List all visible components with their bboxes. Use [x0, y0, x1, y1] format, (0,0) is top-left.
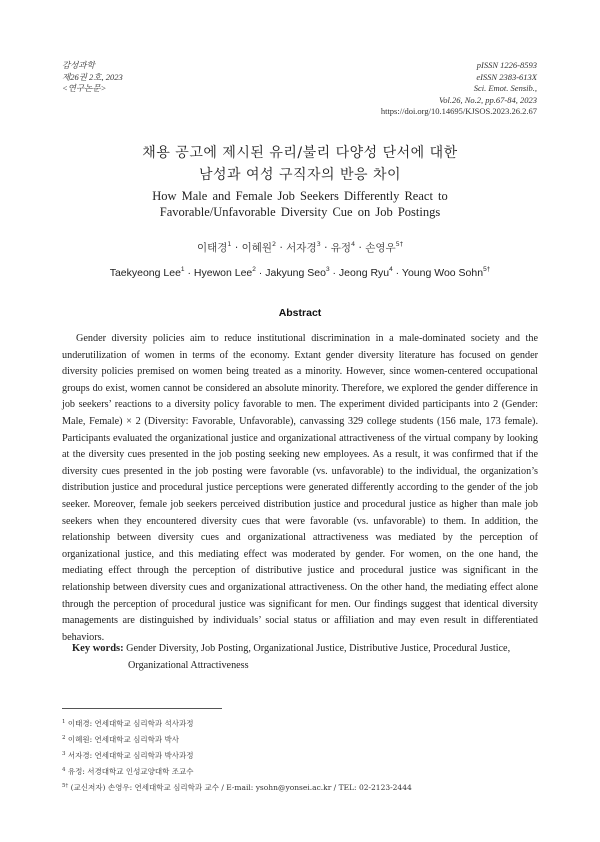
author-affiliation-mark: 5† [395, 240, 404, 248]
author-name: Hyewon Lee [193, 267, 253, 279]
journal-header-left [62, 60, 123, 95]
journal-header-right [381, 60, 537, 118]
author-separator: · [392, 267, 402, 279]
author-name: Taekyeong Lee [109, 267, 181, 279]
pissn: pISSN 1226-8593 [476, 60, 537, 70]
footnote-item [62, 779, 542, 795]
author-name: 유정 [330, 242, 352, 254]
footnote-divider [62, 708, 222, 709]
author-affiliation-mark: 3 [325, 266, 330, 273]
author-separator: · [255, 267, 266, 279]
authors-english [0, 266, 600, 279]
footnote-mark: 3 [62, 751, 66, 757]
author-affiliation-mark: 4 [351, 240, 356, 248]
volume-pages: Vol.26, No.2, pp.67-84, 2023 [439, 94, 537, 105]
author-name: 이태경 [196, 242, 228, 254]
footnote-text: 서자경: 연세대학교 심리학과 박사과정 [65, 751, 194, 760]
author-separator: · [320, 242, 331, 254]
keywords [72, 640, 542, 674]
footnote-text: 유정: 서경대학교 인성교양대학 조교수 [65, 767, 194, 776]
footnote-mark: 1 [62, 719, 66, 725]
author-affiliation-mark: 5† [483, 266, 491, 273]
footnote-mark: 4 [62, 767, 66, 773]
author-affiliation-mark: 3 [316, 240, 321, 248]
title-english-line1: How Male and Female Job Seekers Differently React to [152, 189, 448, 203]
authors-korean [0, 240, 600, 255]
author-separator: · [355, 242, 366, 254]
footnote-text: (교신저자) 손영우: 연세대학교 심리학과 교수 / E-mail: ysohn@yonsei.ac.kr / TEL: 02-2123-2444 [68, 783, 412, 792]
author-separator: · [276, 242, 287, 254]
author-name: Jakyung Seo [265, 267, 326, 279]
title-korean-line2: 남성과 여성 구직자의 반응 차이 [198, 167, 402, 183]
volume-issue: 제26권 2호, 2023 [62, 71, 123, 82]
author-name: 서자경 [286, 242, 317, 254]
author-name: Jeong Ryu [338, 267, 390, 279]
abstract-heading: Abstract [278, 307, 322, 319]
author-name: 이혜원 [241, 242, 272, 254]
author-separator: · [231, 242, 242, 254]
journal-name: 감성과학 [62, 60, 95, 70]
footnote-text: 이혜원: 연세대학교 심리학과 박사 [65, 735, 179, 744]
footnote-item [62, 731, 542, 747]
doi-link[interactable]: https://doi.org/10.14695/KJSOS.2023.26.2.67 [380, 106, 537, 117]
abstract-body: Gender diversity policies aim to reduce institutional discrimination in a male-dominated society and the underutilization of women in terms of the economy. Extant gender diversity literature has focused on gender diversity policies premised on women being treated as a minority. However, since women-centered occupational groups do exist, women cannot be considered an absolute minority. Therefore, we explored the gender difference in job seekers’ reactions to a diversity policy favorable to men. The experiment divided participants into 2 (Gender: Male, Female) × 2 (Diversity: Favorable, Unfavorable), canvassing 329 college students (156 male, 173 female). Participants evaluated the organizational justice and organizational attractiveness of the virtual company by looking at the diversity cues presented in the job posting seeking new employees. As a result, it was confirmed that if the diversity cues presented in the job posting were favorable (vs. unfavorable) to the individual, the organization’s distribution justice and procedural justice perceptions were generated differently according to the gender of the job seeker. Moreover, female job seekers perceived distribution justice and procedural justice as higher than male job seekers when they encountered diversity cues that were favorable (vs. unfavorable) to them. In addition, the relationship between diversity cues and organizational attractiveness was mediated by the perception of organizational justice, and this mediating effect was moderated by gender. For women, on the one hand, the mediating effect through the perception of distributive justice and procedural justice was significant in the relationship between diversity cues and organizational attractiveness. On the other hand, the mediating effect alone through the perception of procedural justice was significant for men. Our findings suggest that identical diversity managements are distinguished by individuals’ social status or affiliation and may even result in differentiated behaviors. [62, 333, 538, 643]
keywords-label: Key words: [72, 643, 124, 654]
keywords-text-line2: Organizational Attractiveness [128, 660, 249, 671]
title-korean-line1: 채용 공고에 제시된 유리/불리 다양성 단서에 대한 [142, 145, 458, 161]
author-affiliation-mark: 2 [252, 266, 256, 273]
author-affiliation-mark: 1 [227, 240, 232, 248]
author-affiliation-mark: 2 [272, 240, 277, 248]
footnote-item [62, 715, 542, 731]
title-english-line2: Favorable/Unfavorable Diversity Cue on Job Postings [159, 205, 441, 219]
footnote-mark: 2 [62, 735, 66, 741]
footnote-item [62, 747, 542, 763]
author-affiliation-mark: 4 [389, 266, 393, 273]
article-type: <연구논문> [62, 83, 107, 94]
footnote-item [62, 763, 542, 779]
journal-name-en: Sci. Emot. Sensib., [473, 83, 537, 94]
author-affiliation-mark: 1 [180, 266, 185, 273]
keywords-line1 [72, 640, 542, 657]
footnote-text: 이태경: 연세대학교 심리학과 석사과정 [65, 719, 194, 728]
footnotes [62, 715, 542, 795]
author-name: Young Woo Sohn [401, 267, 484, 279]
keywords-text-line1: Gender Diversity, Job Posting, Organizational Justice, Distributive Justice, Procedural Justice, [126, 643, 511, 654]
author-name: 손영우 [365, 242, 396, 254]
footnote-mark: 5† [62, 783, 69, 789]
author-separator: · [329, 267, 339, 279]
author-separator: · [184, 267, 194, 279]
eissn: eISSN 2383-613X [476, 71, 537, 82]
